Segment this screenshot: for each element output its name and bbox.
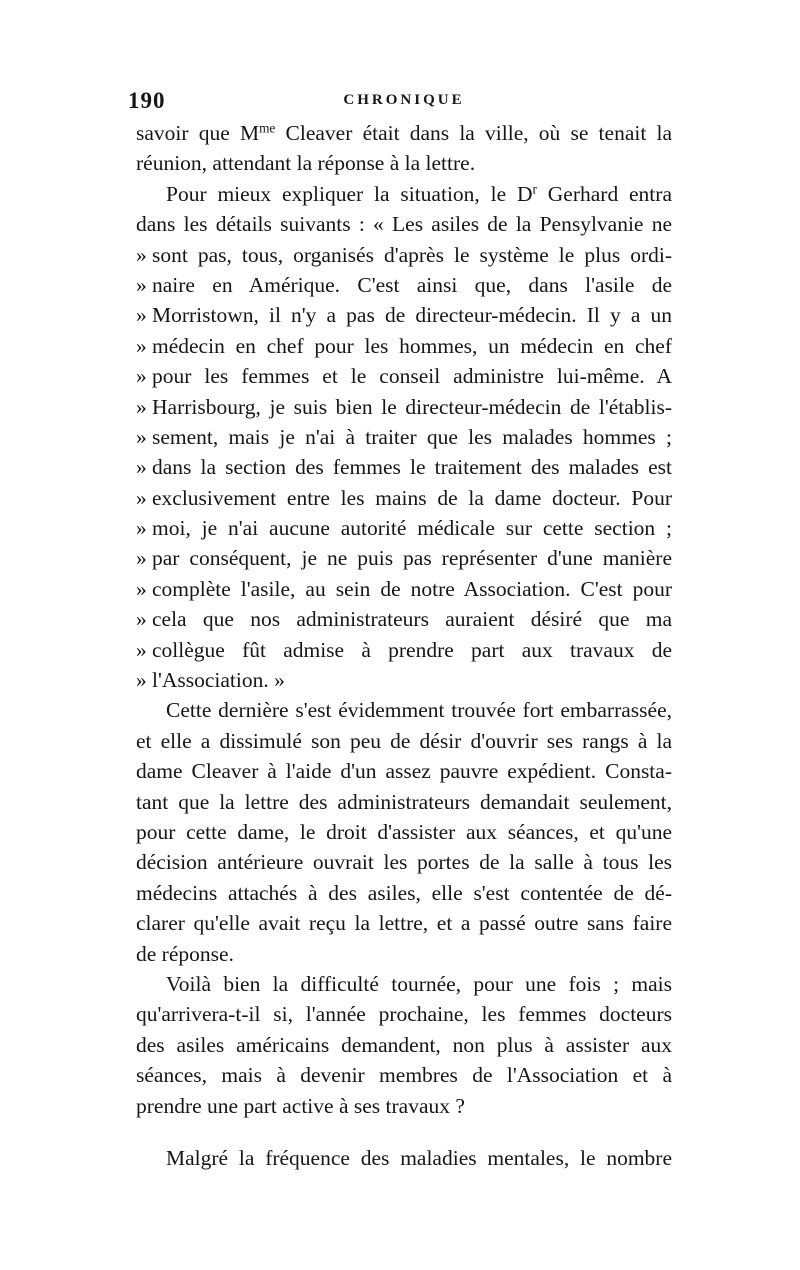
quote-mark: » (136, 516, 147, 541)
quote-mark: » (136, 424, 147, 449)
paragraph-start-line: Voilà bien la difficulté tournée, pour une fois ; mais (166, 971, 672, 996)
quote-mark: » (136, 242, 147, 267)
quote-mark: » (136, 607, 147, 632)
text-line: séances, mais à devenir membres de l'Association et à (136, 1063, 672, 1088)
text-line: tant que la lettre des administrateurs demandait seulement, (136, 789, 672, 814)
quote-mark: » (136, 272, 147, 297)
quoted-line: » cela que nos administrateurs auraient désiré que ma (136, 604, 672, 634)
quoted-line: » complète l'asile, au sein de notre Association. C'est pour (136, 574, 672, 604)
quoted-line: » l'Association. » (136, 665, 672, 695)
quoted-line: » médecin en chef pour les hommes, un médecin en chef (136, 331, 672, 361)
quote-mark: » (136, 394, 147, 419)
quoted-line: » sement, mais je n'ai à traiter que les malades hommes ; (136, 422, 672, 452)
paragraph-start-line: Malgré la fréquence des maladies mentales, le nombre (166, 1145, 672, 1170)
text-line: qu'arrivera-t-il si, l'année prochaine, les femmes docteurs (136, 1002, 672, 1027)
quote-mark: » (136, 576, 147, 601)
body-text (136, 118, 672, 1173)
quote-mark: » (136, 637, 147, 662)
text-line: décision antérieure ouvrait les portes de la salle à tous les (136, 850, 672, 875)
quoted-line: » exclusivement entre les mains de la dame docteur. Pour (136, 483, 672, 513)
paragraph-start-line: Cette dernière s'est évidemment trouvée fort embarrassée, (166, 698, 672, 723)
text-line: dame Cleaver à l'aide d'un assez pauvre expédient. Consta- (136, 759, 672, 784)
quoted-line: » Morristown, il n'y a pas de directeur-médecin. Il y a un (136, 300, 672, 330)
quoted-line: » par conséquent, je ne puis pas représenter d'une manière (136, 543, 672, 573)
quoted-line: » collègue fût admise à prendre part aux travaux de (136, 635, 672, 665)
text-line: prendre une part active à ses travaux ? (136, 1093, 465, 1118)
superscript-dr: r (532, 181, 537, 197)
running-head: CHRONIQUE (343, 92, 465, 108)
quote-mark: » (136, 485, 147, 510)
text-line: réunion, attendant la réponse à la lettre. (136, 151, 476, 176)
quoted-line: » naire en Amérique. C'est ainsi que, dans l'asile de (136, 270, 672, 300)
paragraph-gap (136, 1121, 672, 1143)
text-line: savoir que $M^{me}$ Cleaver était dans la ville, où se tenait la (136, 120, 672, 145)
page-header (128, 88, 680, 118)
quoted-line: » Harrisbourg, je suis bien le directeur-médecin de l'établis- (136, 392, 672, 422)
quote-mark: » (136, 333, 147, 358)
quote-mark: » (136, 364, 147, 389)
text-line: et elle a dissimulé son peu de désir d'ouvrir ses rangs à la (136, 728, 672, 753)
page-number: 190 (128, 88, 166, 113)
text-line: des asiles américains demandent, non plus à assister aux (136, 1032, 672, 1057)
quoted-line: » pour les femmes et le conseil administre lui-même. A (136, 361, 672, 391)
paragraph-start-line: Pour mieux expliquer la situation, le $D^r$ Gerhard entra (166, 181, 672, 206)
quote-mark: » (136, 546, 147, 571)
quote-mark: » (136, 668, 147, 693)
superscript-mme: me (259, 120, 276, 136)
quote-mark: » (136, 455, 147, 480)
text-line: de réponse. (136, 941, 234, 966)
quoted-line: » sont pas, tous, organisés d'après le système le plus ordi- (136, 240, 672, 270)
text-line: pour cette dame, le droit d'assister aux séances, et qu'une (136, 819, 672, 844)
quoted-line: » moi, je n'ai aucune autorité médicale sur cette section ; (136, 513, 672, 543)
text-line: clarer qu'elle avait reçu la lettre, et a passé outre sans faire (136, 911, 672, 936)
quote-mark: » (136, 303, 147, 328)
text-line: dans les détails suivants : « Les asiles de la Pensylvanie ne (136, 212, 672, 237)
text-line: médecins attachés à des asiles, elle s'est contentée de dé- (136, 880, 672, 905)
quoted-line: » dans la section des femmes le traitement des malades est (136, 452, 672, 482)
